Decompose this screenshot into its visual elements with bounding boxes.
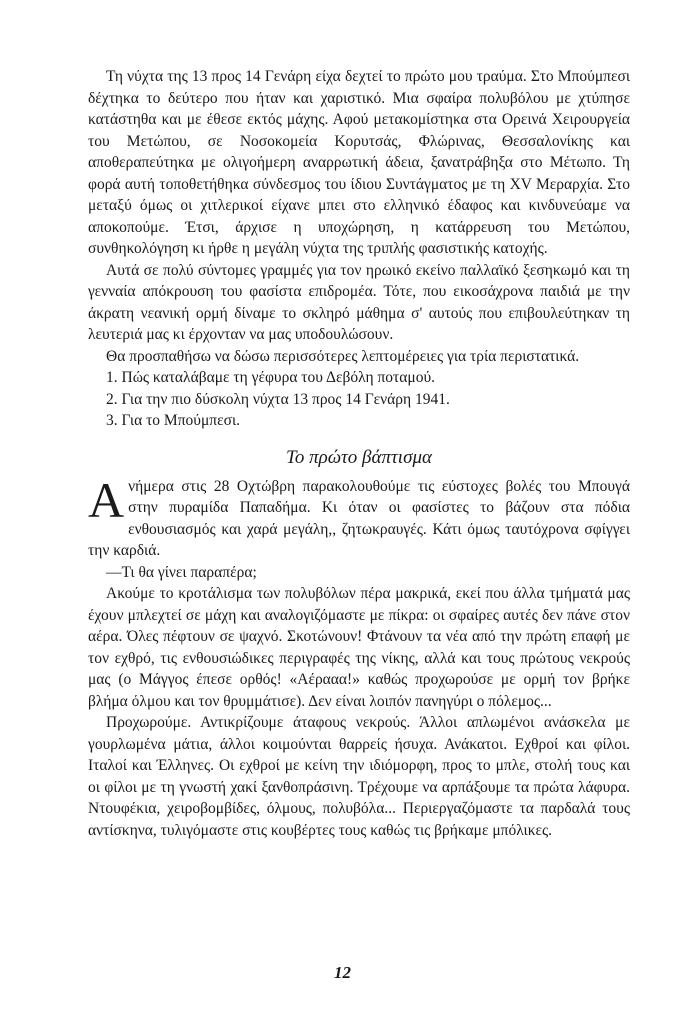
section-title: Το πρώτο βάπτισμα	[286, 446, 432, 468]
page-number: 12	[334, 963, 351, 982]
dropcap-letter: Α	[88, 471, 125, 528]
paragraph-dialogue: —Τι θα γίνει παραπέρα;	[106, 563, 257, 581]
paragraph-2: Αυτά σε πολύ σύντομες γραμμές για τον ηρωικό εκείνο παλλαϊκό ξεσηκωμό και τη γενναία απόκρουση του φασίστα επιδρομέα. Τότε, που εικοσάχρονα παιδιά με την άκρατη νεανική ορμή δίναμε το σκληρό μάθημα σ' αυτούς που επιβουλεύτηκαν τη λευτεριά μας κι έρχονταν να μας υποδουλώσουν.	[88, 261, 630, 343]
paragraph-1: Τη νύχτα της 13 προς 14 Γενάρη είχα δεχτεί το πρώτο μου τραύμα. Στο Μπούμπεσι δέχτηκα το δεύτερο που ήταν και χαριστικό. Μια σφαίρα πολυβόλου με χτύπησε κατάστηθα και με έθεσε εκτός μάχης. Αφού μετακομίστηκα στα Ορεινά Χειρουργεία του Μετώπου, σε Νοσοκομεία Κορυτσάς, Φλώρινας, Θεσσαλονίκης και αποθεραπεύτηκα με ολιγοήμερη αναρρωτική άδεια, ξανατράβηξα στο Μέτωπο. Τη φορά αυτή τοποθετήθηκα σύνδεσμος του ίδιου Συντάγματος με τη XV Μεραρχία. Στο μεταξύ όμως οι χιτλερικοί είχανε μπει στο ελληνικό έδαφος και κινδυνεύαμε να αποκοπούμε. Έτσι, άρχισε η υποχώρηση, η κατάρρευση του Μετώπου, συνθηκολόγηση κι ήρθε η μεγάλη νύχτα της τριπλής φασιστικής κατοχής.	[88, 68, 630, 257]
paragraph-6: Προχωρούμε. Αντικρίζουμε άταφους νεκρούς. Άλλοι απλωμένοι ανάσκελα με γουρλωμένα μάτια, άλλοι κοιμούνται θαρρείς ήσυχα. Ανάκατοι. Εχθροί και φίλοι. Ιταλοί και Έλληνες. Οι εχθροί με κείνη την ιδιόμορφη, προς το μπλε, στολή τους και οι φίλοι με τη γνωστή χακί ξανθοπράσινη. Τρέχουμε να αρπάξουμε τα πρώτα λάφυρα. Ντουφέκια, χειροβομβίδες, όλμους, πολυβόλα... Περιεργαζόμαστε τα παρδαλά τους αντίσκηνα, τυλιγόμαστε στις κουβέρτες τους καθώς τις βρήκαμε μπόλικες.	[88, 714, 630, 839]
dropcap-paragraph	[88, 471, 630, 562]
list-item-3: 3. Για το Μπούμπεσι.	[106, 412, 241, 429]
paragraph-3: Θα προσπαθήσω να δώσω περισσότερες λεπτομέρειες για τρία περιστατικά.	[106, 347, 580, 365]
list-item-1: 1. Πώς καταλάβαμε τη γέφυρα του Δεβόλη ποταμού.	[106, 369, 435, 386]
list-item-2: 2. Για την πιο δύσκολη νύχτα 13 προς 14 Γενάρη 1941.	[106, 390, 450, 408]
dropcap-paragraph-text: νήμερα στις 28 Οχτώβρη παρακολουθούμε τις εύστοχες βολές του Μπουγά στην πυραμίδα Παπαδήμα. Κι όταν οι φασίστες το βάζουν στα πόδια ενθουσιασμός και χαρά μεγάλη,, ζητωκραυγές. Κάτι όμως ταυτόχρονα σφίγγει την καρδιά.	[88, 477, 630, 559]
paragraph-5: Ακούμε το κροτάλισμα των πολυβόλων πέρα μακρικά, εκεί που άλλα τμήματά μας έχουν μπλεχτεί σε μάχη και αναλογιζόμαστε με πίκρα: οι σφαίρες αυτές δεν πάνε στον αέρα. Όλες πέφτουν σε ψαχνό. Σκοτώνουν! Φτάνουν τα νέα από την πρώτη επαφή με τον εχθρό, τις ενθουσιώδικες περιγραφές της νίκης, αλλά και τους πρώτους νεκρούς μας (ο Μάγγος έπεσε ορθός! «Αέρααα!» καθώς προχωρούσε με ορμή τον βρήκε βλήμα όλμου και τον θρυμμάτισε). Δεν είναι λοιπόν πανηγύρι ο πόλεμος...	[88, 585, 630, 710]
